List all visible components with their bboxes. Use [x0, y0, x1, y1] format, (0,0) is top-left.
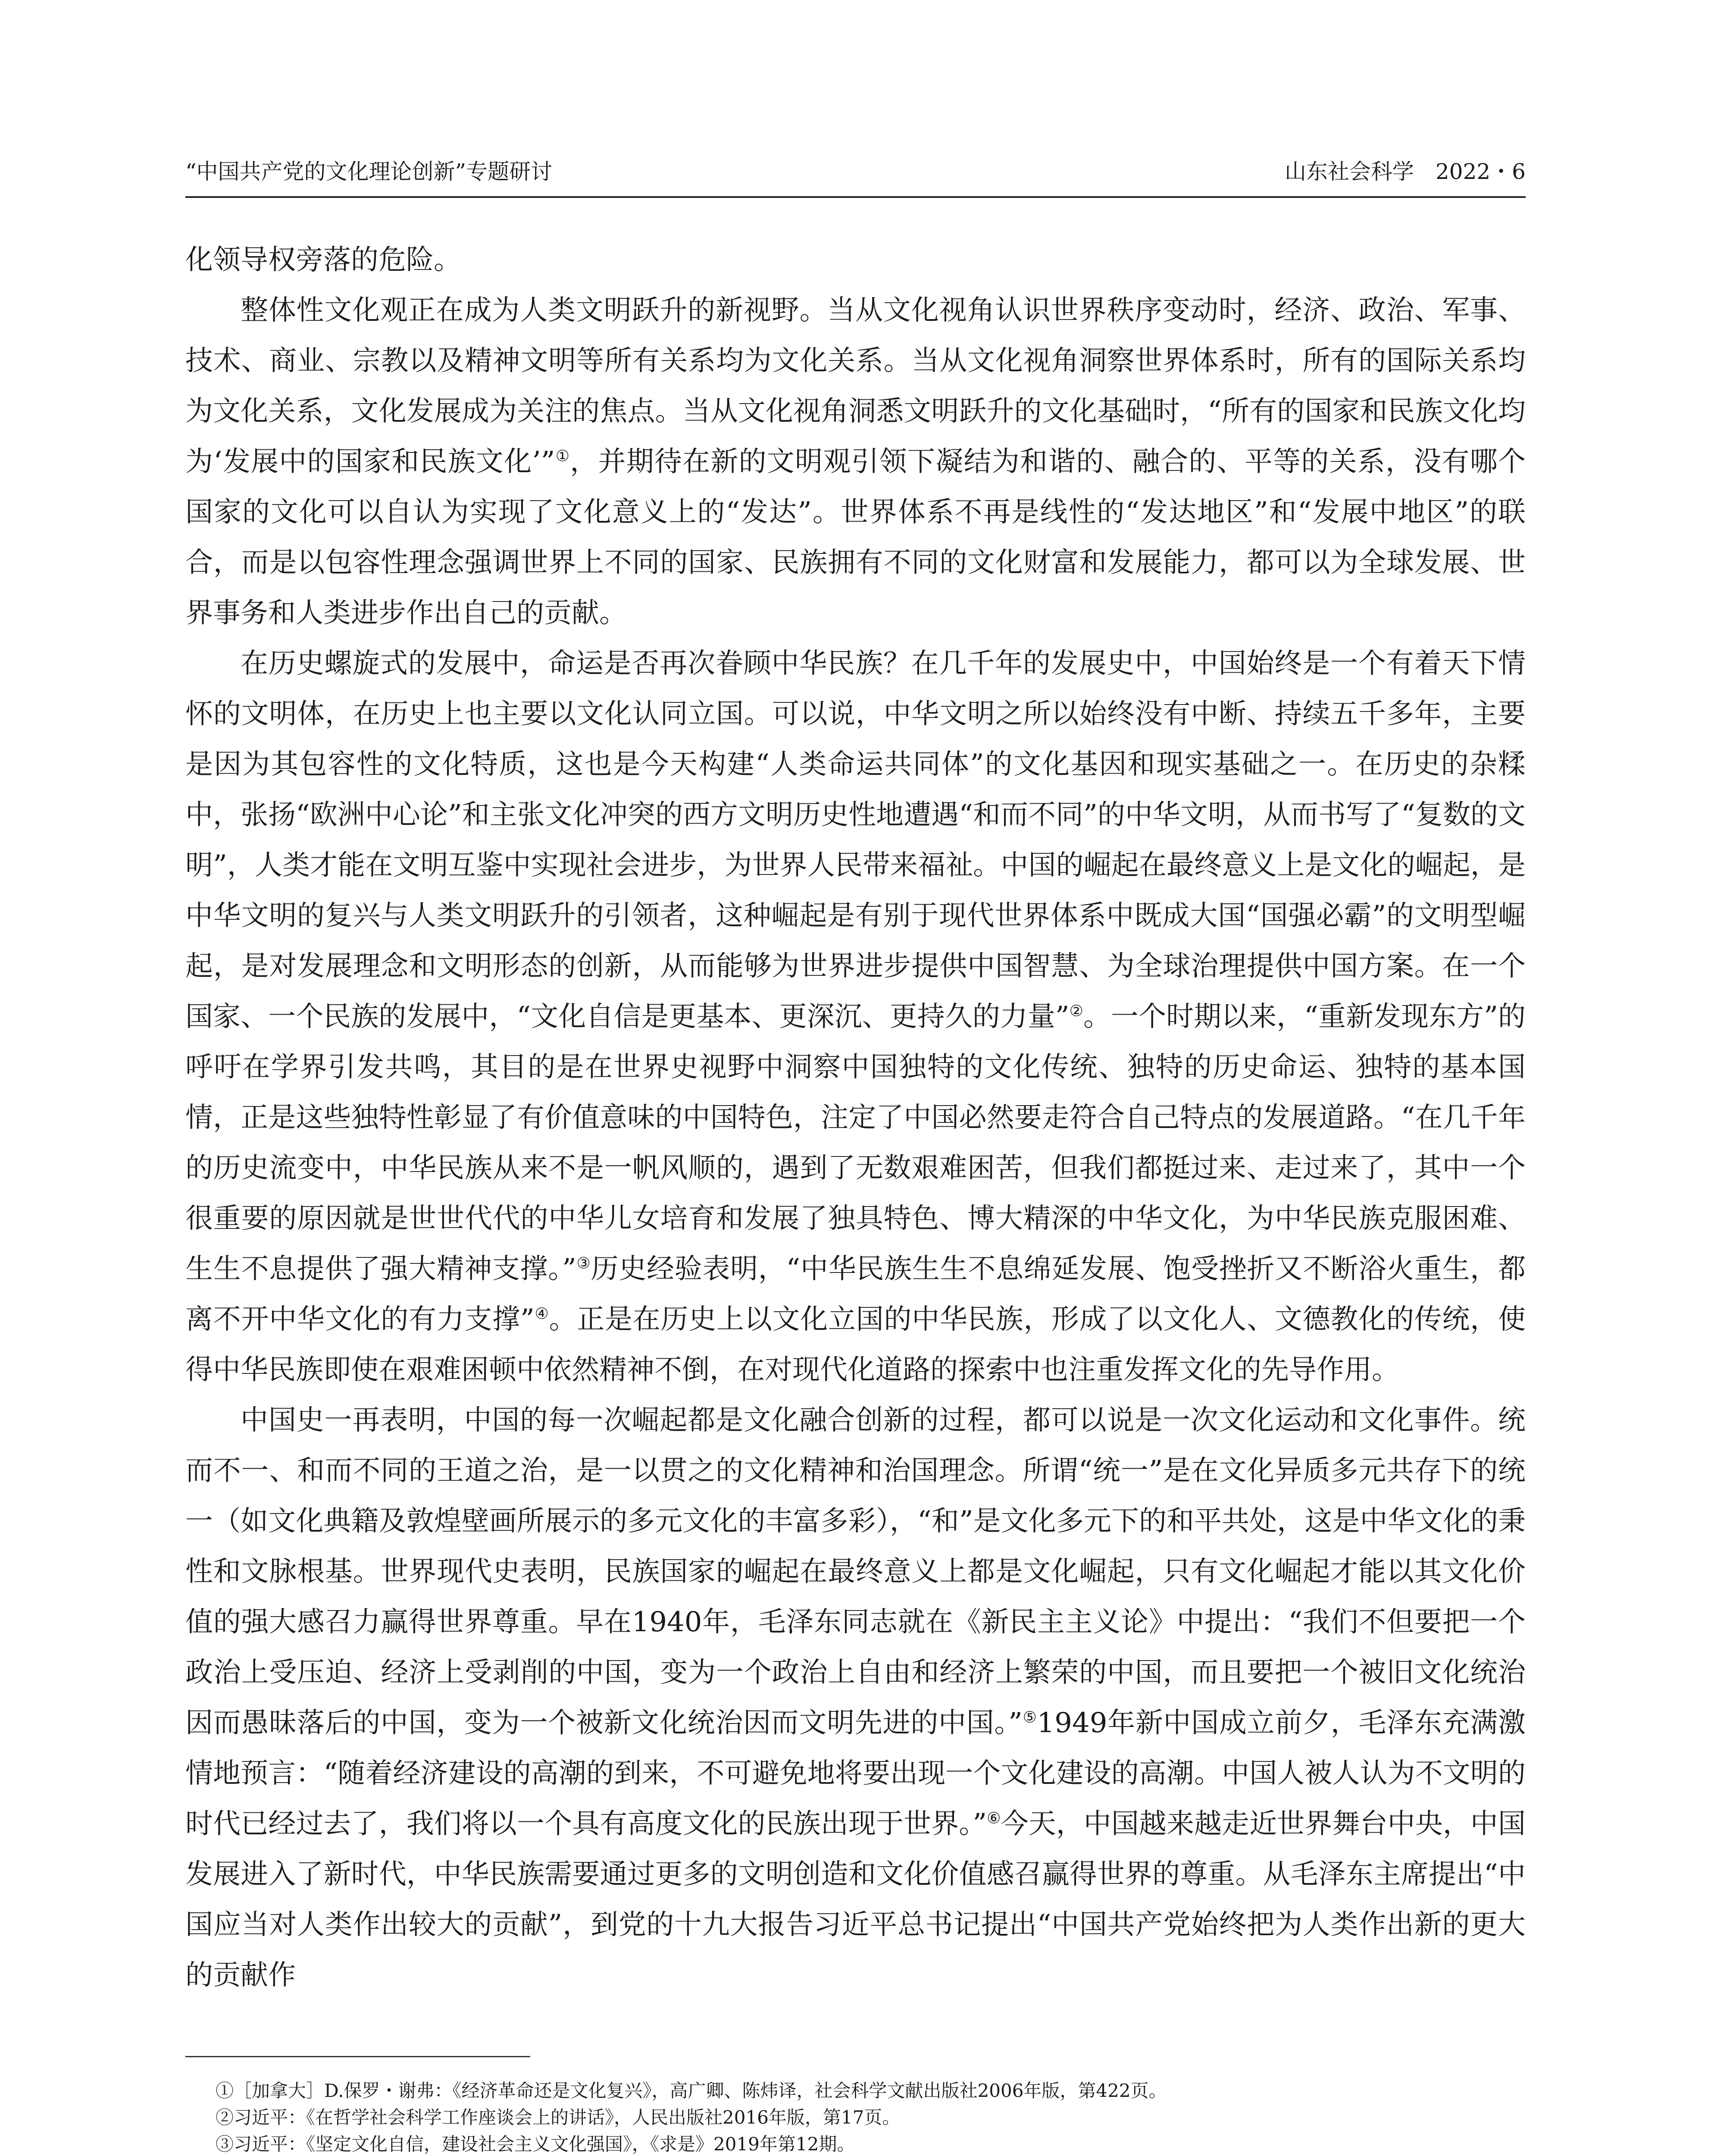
paragraph — [185, 285, 1526, 639]
paragraph-text: 历史经验表明，“中华民族生生不息绵延发展、饱受挫折又不断浴火重生，都离不开中华文化的有力支撑” — [185, 1253, 1526, 1335]
footnote-reference: ③ — [576, 1254, 591, 1272]
footnote-divider — [185, 2056, 530, 2057]
paragraph-text: 1949年新中国成立前夕，毛泽东充满激情地预言：“随着经济建设的高潮的到来，不可避免地将要出现一个文化建设的高潮。中国人被人认为不文明的时代已经过去了，我们将以一个具有高度文化的民族出现于世界。” — [185, 1707, 1526, 1840]
paragraph-text: 化领导权旁落的危险。 — [185, 244, 461, 276]
paragraph — [185, 1395, 1526, 2001]
paragraph — [185, 639, 1526, 1395]
paragraph-text: 今天，中国越来越走近世界舞台中央，中国发展进入了新时代，中华民族需要通过更多的文明创造和文化价值感召赢得世界的尊重。从毛泽东主席提出“中国应当对人类作出较大的贡献”，到党的十九大报告习近平总书记提出“中国共产党始终把为人类作出新的更大的贡献作 — [185, 1808, 1526, 1991]
footnote-reference: ① — [555, 447, 570, 465]
footnote-reference: ② — [1069, 1002, 1083, 1020]
running-header — [185, 159, 1526, 185]
paragraph-text: 在历史螺旋式的发展中，命运是否再次眷顾中华民族？在几千年的发展史中，中国始终是一个有着天下情怀的文明体，在历史上也主要以文化认同立国。可以说，中华文明之所以始终没有中断、持续五千多年，主要是因为其包容性的文化特质，这也是今天构建“人类命运共同体”的文化基因和现实基础之一。在历史的杂糅中，张扬“欧洲中心论”和主张文化冲突的西方文明历史性地遭遇“和而不同”的中华文明，从而书写了“复数的文明”，人类才能在文明互鉴中实现社会进步，为世界人民带来福祉。中国的崛起在最终意义上是文化的崛起，是中华文明的复兴与人类文明跃升的引领者，这种崛起是有别于现代世界体系中既成大国“国强必霸”的文明型崛起，是对发展理念和文明形态的创新，从而能够为世界进步提供中国智慧、为全球治理提供中国方案。在一个国家、一个民族的发展中，“文化自信是更基本、更深沉、更持久的力量” — [185, 648, 1526, 1033]
article-body — [185, 235, 1526, 2001]
footnote-3: ③习近平：《坚定文化自信，建设社会主义文化强国》，《求是》2019年第12期。 — [216, 2134, 855, 2155]
footnote-1: ①［加拿大］D.保罗・谢弗：《经济革命还是文化复兴》，高广卿、陈炜译，社会科学文献出版社2006年版，第422页。 — [216, 2080, 1167, 2101]
paragraph-text: 整体性文化观正在成为人类文明跃升的新视野。当从文化视角认识世界秩序变动时，经济、政治、军事、技术、商业、宗教以及精神文明等所有关系均为文化关系。当从文化视角洞察世界体系时，所有的国际关系均为文化关系，文化发展成为关注的焦点。当从文化视角洞悉文明跃升的文化基础时，“所有的国家和民族文化均为‘发展中的国家和民族文化’” — [185, 295, 1526, 478]
header-section-title: “中国共产党的文化理论创新”专题研讨 — [185, 159, 553, 184]
footnotes — [216, 2078, 1526, 2156]
footnote-reference: ④ — [534, 1305, 549, 1323]
paragraph-text: ，并期待在新的文明观引领下凝结为和谐的、融合的、平等的关系，没有哪个国家的文化可以自认为实现了文化意义上的“发达”。世界体系不再是线性的“发达地区”和“发展中地区”的联合，而是以包容性理念强调世界上不同的国家、民族拥有不同的文化财富和发展能力，都可以为全球发展、世界事务和人类进步作出自己的贡献。 — [185, 446, 1526, 629]
paragraph-text: 。一个时期以来，“重新发现东方”的呼吁在学界引发共鸣，其目的是在世界史视野中洞察中国独特的文化传统、独特的历史命运、独特的基本国情，正是这些独特性彰显了有价值意味的中国特色，注定了中国必然要走符合自己特点的发展道路。“在几千年的历史流变中，中华民族从来不是一帆风顺的，遇到了无数艰难困苦，但我们都挺过来、走过来了，其中一个很重要的原因就是世世代代的中华儿女培育和发展了独具特色、博大精深的中华文化，为中华民族克服困难、生生不息提供了强大精神支撑。” — [185, 1001, 1526, 1285]
header-divider — [185, 196, 1526, 198]
footnote-2: ②习近平：《在哲学社会科学工作座谈会上的讲话》，人民出版社2016年版，第17页。 — [216, 2107, 901, 2128]
footnote-reference: ⑤ — [1022, 1708, 1037, 1727]
paragraph — [185, 235, 1526, 285]
paragraph-text: 。正是在历史上以文化立国的中华民族，形成了以文化人、文德教化的传统，使得中华民族即使在艰难困顿中依然精神不倒，在对现代化道路的探索中也注重发挥文化的先导作用。 — [185, 1304, 1526, 1386]
header-journal-issue: 山东社会科学 2022・6 — [1284, 159, 1526, 184]
paragraph-text: 中国史一再表明，中国的每一次崛起都是文化融合创新的过程，都可以说是一次文化运动和文化事件。统而不一、和而不同的王道之治，是一以贯之的文化精神和治国理念。所谓“统一”是在文化异质多元共存下的统一（如文化典籍及敦煌壁画所展示的多元文化的丰富多彩），“和”是文化多元下的和平共处，这是中华文化的秉性和文脉根基。世界现代史表明，民族国家的崛起在最终意义上都是文化崛起，只有文化崛起才能以其文化价值的强大感召力赢得世界尊重。早在1940年，毛泽东同志就在《新民主主义论》中提出：“我们不但要把一个政治上受压迫、经济上受剥削的中国，变为一个政治上自由和经济上繁荣的中国，而且要把一个被旧文化统治因而愚昧落后的中国，变为一个被新文化统治因而文明先进的中国。” — [185, 1404, 1526, 1739]
footnote-reference: ⑥ — [987, 1809, 1001, 1827]
